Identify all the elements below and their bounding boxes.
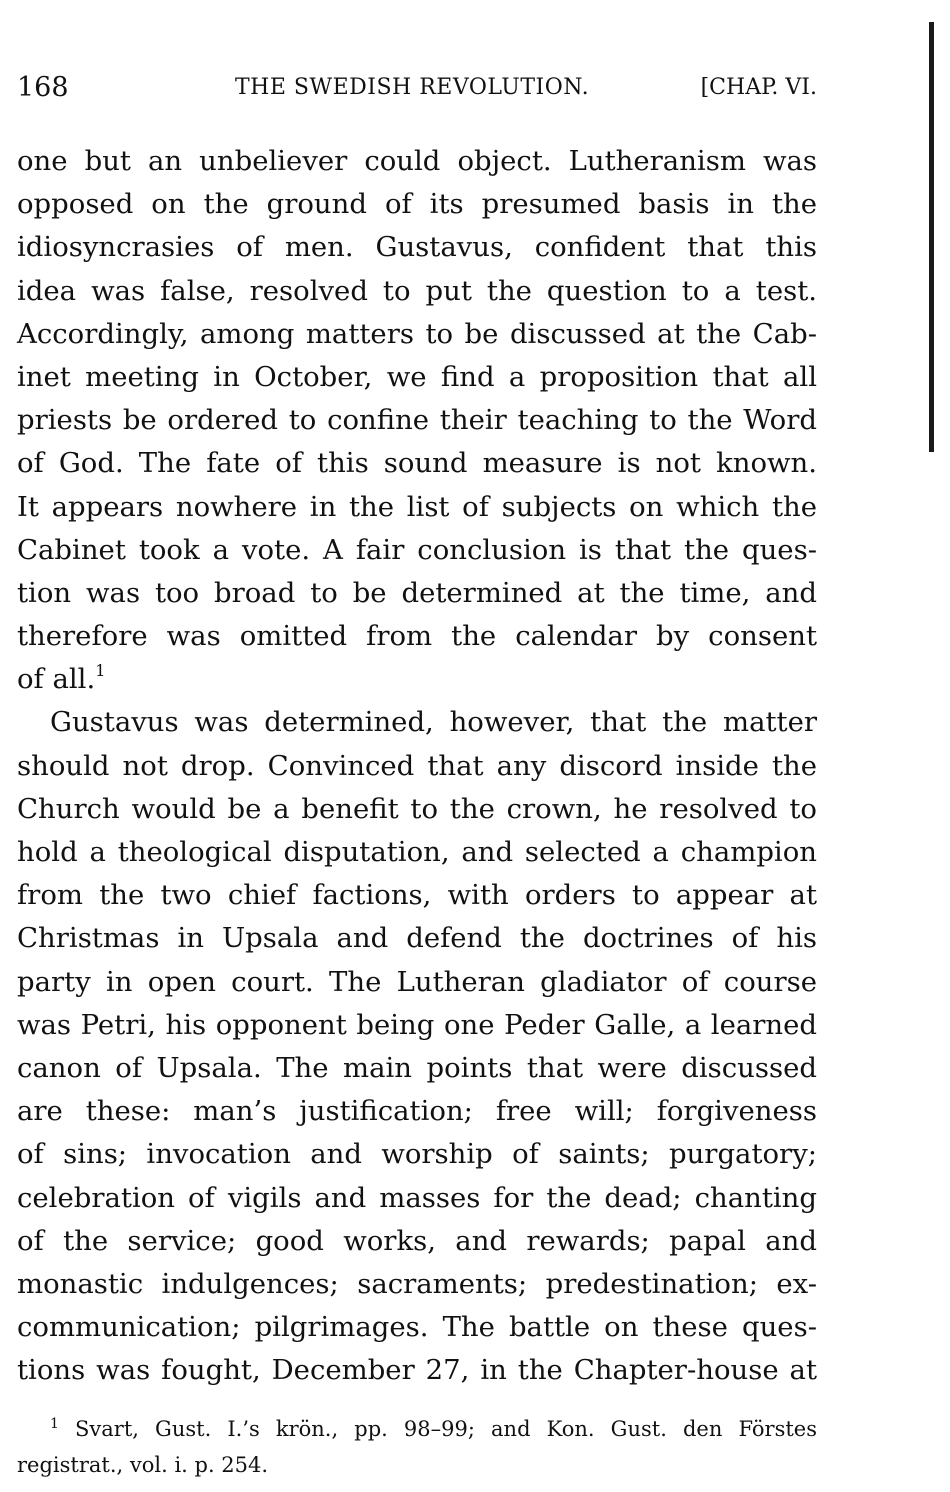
- text-line: idiosyncrasies of men. Gustavus, confident that this: [17, 231, 817, 264]
- text-line: canon of Upsala. The main points that were discussed: [17, 1051, 817, 1084]
- text-line: of all.: [17, 663, 96, 696]
- page-number: 168: [17, 72, 69, 103]
- text-line: should not drop. Convinced that any discord inside the: [17, 749, 817, 782]
- footnote-text: Svart, Gust. I.’s krön., pp. 98–99; and Kon. Gust. den Förstes: [75, 1417, 817, 1441]
- text-line: opposed on the ground of its presumed basis in the: [17, 188, 817, 221]
- text-line: party in open court. The Lutheran gladiator of course: [17, 965, 817, 998]
- footnote-line: [17, 1411, 817, 1447]
- footnote-number: 1: [50, 1416, 59, 1432]
- text-line: Christmas in Upsala and defend the doctrines of his: [17, 922, 817, 955]
- text-line: one but an unbeliever could object. Lutheranism was: [17, 145, 817, 177]
- text-line: are these: man’s justification; free will; forgiveness: [17, 1095, 817, 1128]
- text-line: tions was fought, December 27, in the Chapter-house at: [17, 1354, 817, 1387]
- text-line: It appears nowhere in the list of subjects on which the: [17, 490, 817, 523]
- text-line: of sins; invocation and worship of saints; purgatory;: [17, 1138, 817, 1171]
- text-line: Church would be a benefit to the crown, he resolved to: [17, 792, 817, 825]
- footnotes: [17, 1411, 817, 1483]
- text-line: priests be ordered to confine their teaching to the Word: [17, 404, 817, 437]
- text-line: therefore was omitted from the calendar by consent: [17, 620, 817, 653]
- text-line: of the service; good works, and rewards; papal and: [17, 1224, 817, 1257]
- text-line: was Petri, his opponent being one Peder Galle, a learned: [17, 1008, 817, 1041]
- text-line: celebration of vigils and masses for the dead; chanting: [17, 1181, 817, 1214]
- page-edge-bar: [929, 22, 934, 452]
- paragraph-2: [17, 701, 817, 1392]
- paragraph-1: [17, 140, 817, 701]
- footnote-marker[interactable]: 1: [95, 661, 106, 681]
- text-line: of God. The fate of this sound measure is not known.: [17, 447, 817, 480]
- text-line: tion was too broad to be determined at the time, and: [17, 576, 817, 609]
- running-title: THE SWEDISH REVOLUTION.: [235, 75, 590, 100]
- text-line: Accordingly, among matters to be discussed at the Cab-: [17, 317, 817, 350]
- text-line-with-footnote: [17, 658, 817, 701]
- text-line: from the two chief factions, with orders to appear at: [17, 879, 817, 912]
- text-line: Gustavus was determined, however, that the matter: [50, 706, 817, 739]
- chapter-reference: [CHAP. VI.: [700, 75, 817, 100]
- text-line: monastic indulgences; sacraments; predestination; ex-: [17, 1267, 817, 1300]
- page-header: [17, 72, 817, 106]
- text-line: inet meeting in October, we find a proposition that all: [17, 360, 817, 393]
- body-text: [17, 140, 817, 1392]
- text-line: hold a theological disputation, and selected a champion: [17, 836, 817, 868]
- text-line: communication; pilgrimages. The battle on these ques-: [17, 1311, 817, 1344]
- footnote-text: registrat., vol. i. p. 254.: [17, 1453, 269, 1477]
- text-line: Cabinet took a vote. A fair conclusion is that the ques-: [17, 533, 817, 566]
- text-line: idea was false, resolved to put the question to a test.: [17, 274, 817, 307]
